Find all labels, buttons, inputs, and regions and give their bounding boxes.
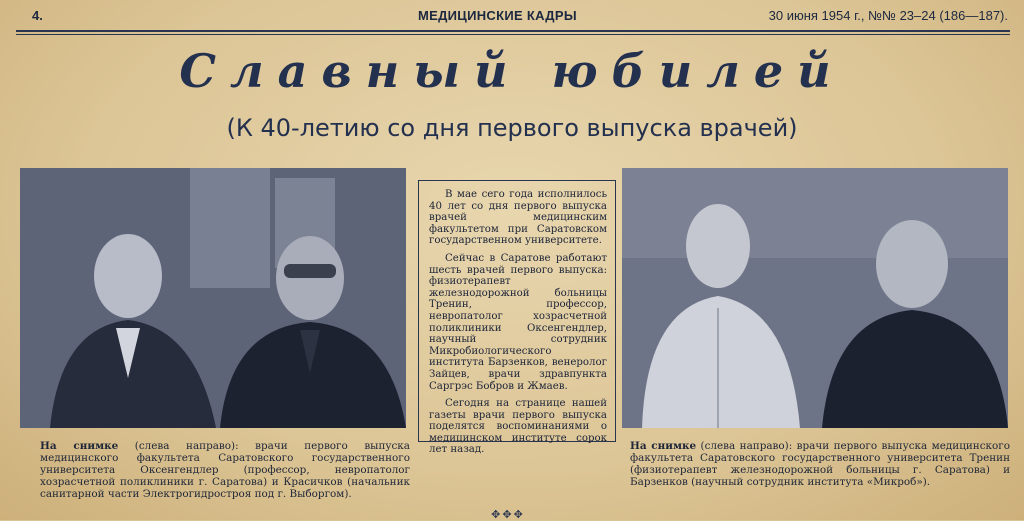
issue-date: 30 июня 1954 г., №№ 23–24 (186—187). [768,8,1008,23]
article-paragraph: Сейчас в Саратове работают шесть врачей первого выпуска: физиотерапевт железнодорожной больницы Тренин, профессор, невропатолог хозрасчетной поликлиники Оксенгендлер, научный сотрудник Микробиологического института Барзенков, венеролог Зайцев, врачи здравпункта Саргрэс Бобров и Жмаев. [429,252,607,392]
newspaper-name: МЕДИЦИНСКИЕ КАДРЫ [418,8,577,23]
page-number: 4. [32,8,43,23]
article-title: Славный юбилей [179,44,845,98]
photo-left-figures [20,168,406,428]
caption-left-lead: На снимке [40,440,119,452]
page-header [0,8,1024,30]
photo-right [622,168,1008,428]
photo-left [20,168,406,428]
photo-right-figures [622,168,1008,428]
article-subtitle: (К 40-летию со дня первого выпуска врачей) [226,114,798,142]
caption-left [40,440,410,500]
caption-right [630,440,1010,488]
header-rule [16,30,1010,32]
header-rule-thin [16,34,1010,35]
caption-right-text: (слева направо): врачи первого выпуска медицинского факультета Саратовского государственного университета Тренин (физиотерапевт железнодорожной больницы г. Саратова) и Барзенков (научный сотрудник института «Микроб»). [630,440,1011,488]
article-paragraph: В мае сего года исполнилось 40 лет со дня первого выпуска врачей медицинским факультетом при Саратовском государственном университете. [429,189,607,247]
caption-right-lead: На снимке [630,440,697,452]
bottom-ornament: ✥✥✥ [491,508,525,521]
article-text-box [418,180,616,456]
caption-left-text: (слева направо): врачи первого выпуска медицинского факультета Саратовского государственного университета Оксенгендлер (профессор, невропатолог хозрасчетной поликлиники г. Саратова) и Красичков (начальник санитарной части Электрогидростроя под г. Выборгом). [40,440,410,500]
article-paragraph: Сегодня на странице нашей газеты врачи первого выпуска поделятся воспоминаниями о медицинском институте сорок лет назад. [429,398,607,456]
